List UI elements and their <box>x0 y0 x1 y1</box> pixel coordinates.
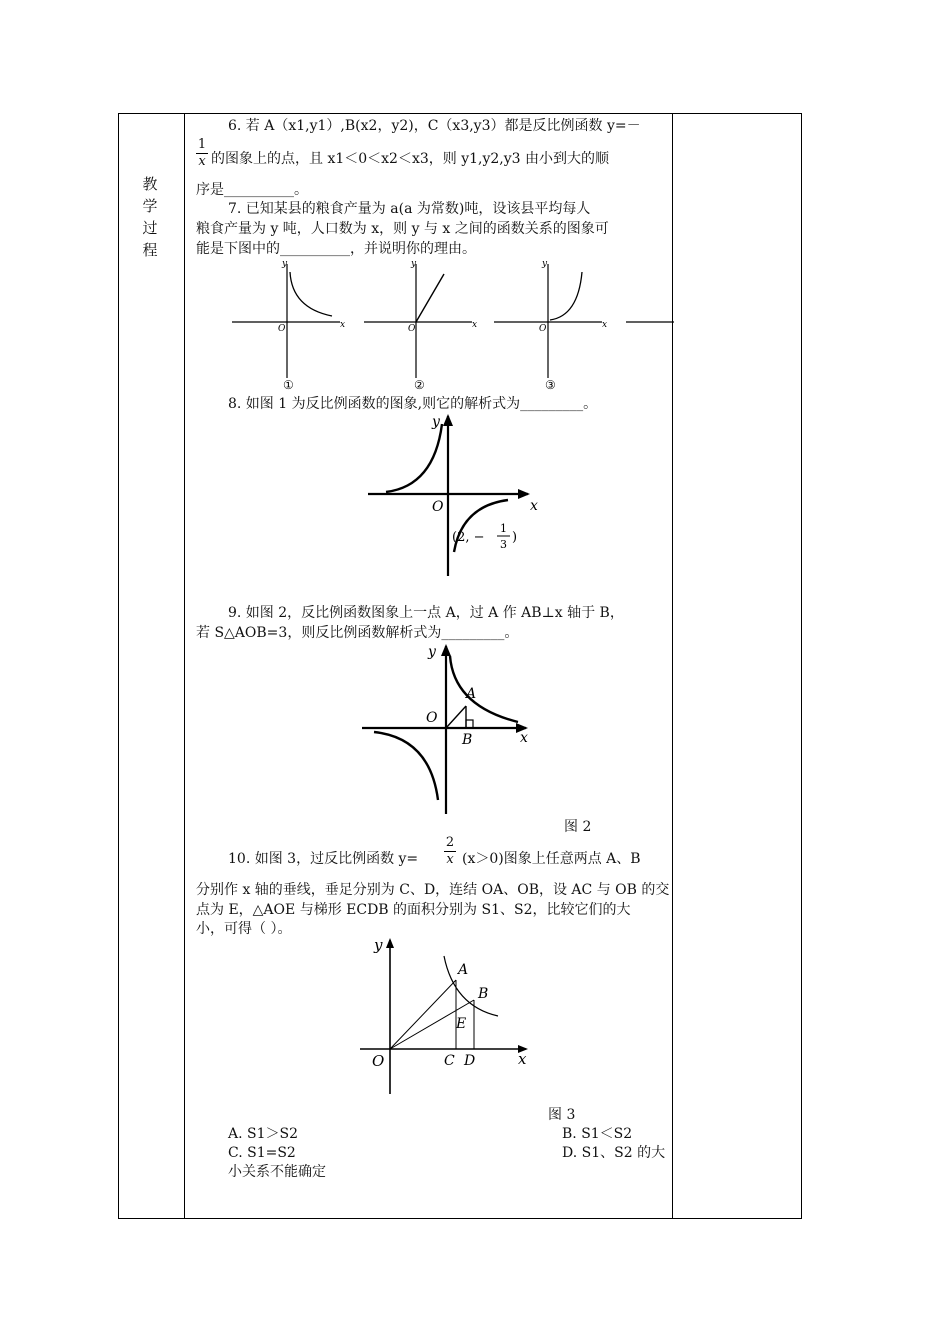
q7-line2: 粮食产量为 y 吨，人口数为 x，则 y 与 x 之间的函数关系的图象可 <box>196 221 609 237</box>
q6-frac-num: 1 <box>197 137 207 152</box>
q10-point-d: D <box>464 1053 476 1069</box>
q7-g3-origin: O <box>539 324 547 334</box>
q10-line3: 点为 E，△AOE 与梯形 ECDB 的面积分别为 S1、S2，比较它们的大 <box>196 902 631 918</box>
q10-option-b: B. S1＜S2 <box>562 1126 633 1142</box>
q6-fraction <box>196 138 208 169</box>
q9-y-label: y <box>428 644 436 660</box>
q8-figure <box>360 412 540 582</box>
q7-g2-x-label: x <box>472 320 478 330</box>
q7-graph-1 <box>232 259 345 392</box>
q6-frac-den: x <box>198 154 206 169</box>
q10-x-label: x <box>518 1050 527 1068</box>
q8-point-den: 3 <box>500 538 507 551</box>
q10-line4: 小，可得（ ）。 <box>196 921 292 937</box>
q7-graph-2 <box>364 259 477 392</box>
q10-frac-den: x <box>446 852 454 867</box>
q8-point-num: 1 <box>500 522 507 535</box>
q8-origin: O <box>432 499 444 515</box>
q7-g3-y-label: y <box>542 259 548 269</box>
q8-y-label: y <box>432 414 440 430</box>
q7-line1: 7. 已知某县的粮食产量为 a(a 为常数)吨，设该县平均每人 <box>228 201 591 217</box>
q8-x-label: x <box>530 498 538 514</box>
section-label-char: 过 <box>142 219 158 237</box>
q10-point-a: A <box>458 962 469 978</box>
q10-fraction <box>444 836 456 867</box>
q10-origin: O <box>372 1052 385 1070</box>
q7-g1-caption: ① <box>283 378 294 392</box>
q6-line1: 6. 若 A（x1,y1）,B(x2，y2)，C（x3,y3）都是反比例函数 y=－ <box>228 118 641 134</box>
q9-point-a: A <box>466 686 477 702</box>
q8-line1: 8. 如图 1 为反比例函数的图象,则它的解析式为_________。 <box>228 396 598 412</box>
column-divider <box>184 114 185 1218</box>
q10-point-e: E <box>456 1016 467 1032</box>
q7-g2-origin: O <box>408 324 416 334</box>
section-label-char: 程 <box>142 241 158 259</box>
q10-point-c: C <box>444 1053 455 1069</box>
q9-x-label: x <box>520 730 528 746</box>
q10-point-b: B <box>478 986 489 1002</box>
q7-g2-caption: ② <box>414 378 425 392</box>
q6-line3: 序是__________。 <box>196 182 308 198</box>
q10-line1b: (x＞0)图象上任意两点 A、B <box>462 851 641 867</box>
q10-frac-num: 2 <box>445 835 455 850</box>
q7-line3: 能是下图中的__________，并说明你的理由。 <box>196 241 476 257</box>
q9-line2: 若 S△AOB=3，则反比例函数解析式为_________。 <box>196 625 519 641</box>
q10-figure <box>358 934 538 1104</box>
q10-option-d: D. S1、S2 的大 <box>562 1145 666 1161</box>
q10-y-label: y <box>374 936 383 954</box>
q10-option-d-continued: 小关系不能确定 <box>228 1164 326 1180</box>
q9-caption: 图 2 <box>564 819 592 835</box>
q9-origin: O <box>426 710 438 726</box>
q10-option-a: A. S1＞S2 <box>228 1126 299 1142</box>
q7-g3-caption: ③ <box>545 378 556 392</box>
q7-g1-x-label: x <box>340 320 346 330</box>
q8-point-prefix: (2, − <box>452 530 485 545</box>
q7-graph-3 <box>494 259 607 392</box>
q7-g2-y-label: y <box>411 259 417 269</box>
section-label-char: 学 <box>142 197 158 215</box>
q10-option-c: C. S1=S2 <box>228 1145 296 1161</box>
q10-line2: 分别作 x 轴的垂线，垂足分别为 C、D，连结 OA、OB，设 AC 与 OB 的交 <box>196 882 670 898</box>
q7-g1-y-label: y <box>282 259 288 269</box>
q10-line1a: 10. 如图 3，过反比例函数 y= <box>228 851 419 867</box>
section-label-char: 教 <box>142 175 158 193</box>
q9-figure <box>358 640 538 820</box>
q7-g1-origin: O <box>278 324 286 334</box>
q9-point-b: B <box>462 732 473 748</box>
q6-line2: 的图象上的点，且 x1＜0＜x2＜x3，则 y1,y2,y3 由小到大的顺 <box>211 151 610 167</box>
q8-point-suffix: ) <box>512 530 518 545</box>
q10-caption: 图 3 <box>548 1107 576 1123</box>
q9-line1: 9. 如图 2，反比例函数图象上一点 A，过 A 作 AB⊥x 轴于 B， <box>228 605 624 621</box>
q7-g3-x-label: x <box>602 320 608 330</box>
section-label <box>137 173 163 261</box>
q7-graphs <box>228 258 678 398</box>
